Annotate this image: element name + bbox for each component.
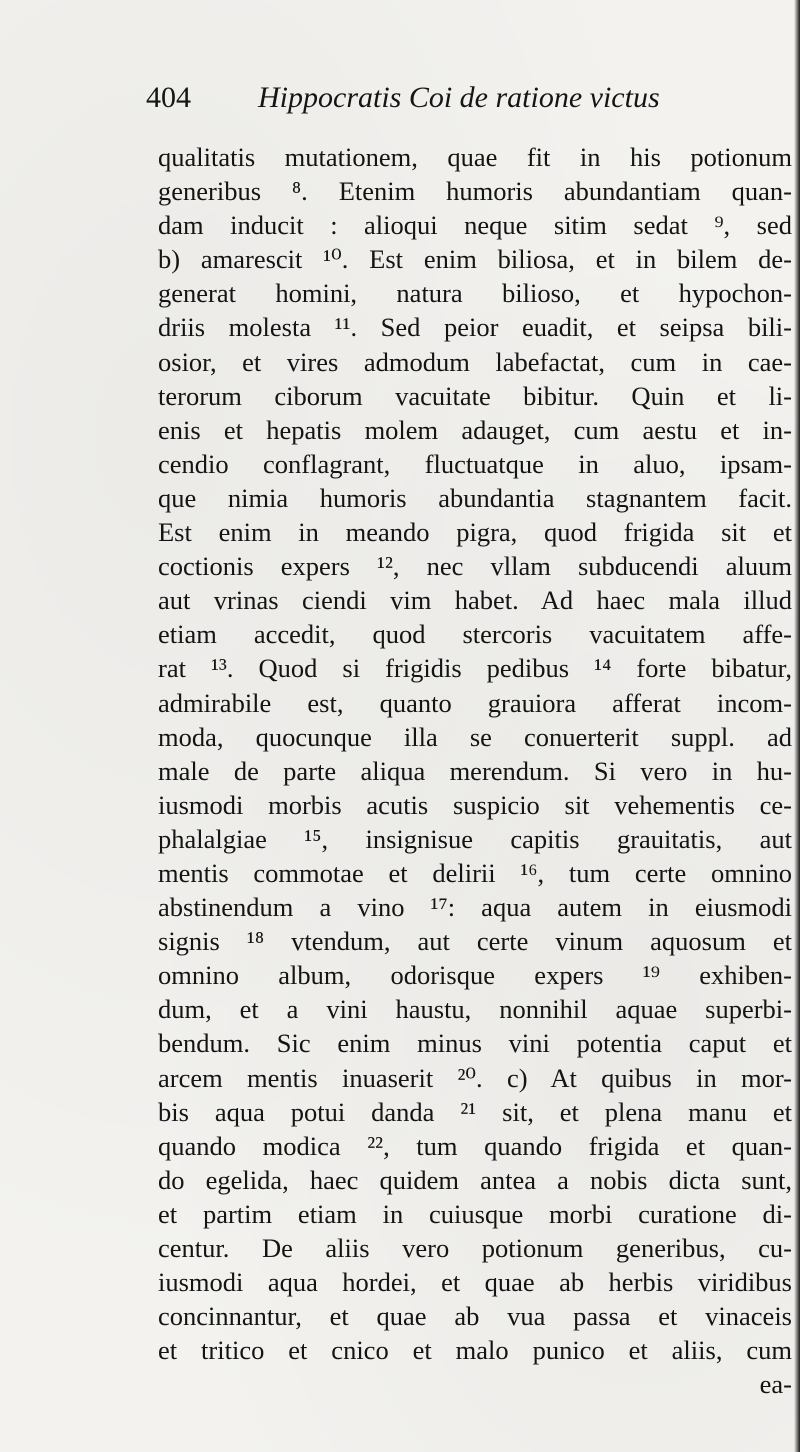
text-line: arcem mentis inuaserit ²⁰. c) At quibus in mor- (158, 1062, 792, 1093)
text-line: do egelida, haec quidem antea a nobis dicta sunt, (158, 1164, 792, 1195)
text-line: concinnantur, et quae ab vua passa et vinaceis (158, 1301, 792, 1332)
text-line: dam inducit : alioqui neque sitim sedat ⁹, sed (158, 210, 792, 241)
text-line: et tritico et cnico et malo punico et aliis, cum (158, 1335, 792, 1366)
text-line: moda, quocunque illa se conuerterit suppl. ad (158, 721, 792, 752)
page-number: 404 (146, 81, 191, 114)
page-edge-shadow (794, 0, 800, 1452)
text-line: rat ¹³. Quod si frigidis pedibus ¹⁴ forte bibatur, (158, 653, 792, 684)
text-line: centur. De aliis vero potionum generibus, cu- (158, 1233, 792, 1263)
text-line: enis et hepatis molem adauget, cum aestu et in- (158, 414, 792, 445)
text-line: et partim etiam in cuiusque morbi curatione di- (158, 1198, 792, 1229)
text-line: iusmodi aqua hordei, et quae ab herbis viridibus (158, 1267, 792, 1298)
running-title: Hippocratis Coi de ratione victus (258, 81, 660, 114)
text-line: omnino album, odorisque expers ¹⁹ exhiben- (158, 960, 792, 991)
text-line: ea- (759, 1369, 792, 1400)
text-line: osior, et vires admodum labefactat, cum in cae- (158, 346, 792, 377)
text-line: driis molesta ¹¹. Sed peior euadit, et seipsa bili- (158, 312, 792, 343)
text-line: Est enim in meando pigra, quod frigida sit et (158, 517, 792, 548)
text-line: terorum ciborum vacuitate bibitur. Quin et li- (158, 380, 792, 411)
text-line: b) amarescit ¹⁰. Est enim biliosa, et in bilem de- (158, 244, 792, 275)
body-text (158, 140, 792, 1401)
text-line: phalalgiae ¹⁵, insignisue capitis grauitatis, aut (158, 823, 792, 854)
text-line: generibus ⁸. Etenim humoris abundantiam quan- (158, 176, 792, 207)
text-line: aut vrinas ciendi vim habet. Ad haec mala illud (158, 585, 792, 616)
text-line: etiam accedit, quod stercoris vacuitatem affe- (158, 619, 792, 650)
text-line: male de parte aliqua merendum. Si vero in hu- (158, 755, 792, 786)
page-header (146, 76, 766, 120)
text-line: signis ¹⁸ vtendum, aut certe vinum aquosum et (158, 926, 792, 957)
text-line: bendum. Sic enim minus vini potentia caput et (158, 1028, 792, 1059)
text-line: coctionis expers ¹², nec vllam subducendi aluum (158, 551, 792, 582)
text-line: iusmodi morbis acutis suspicio sit vehementis ce- (158, 789, 792, 820)
text-line: abstinendum a vino ¹⁷: aqua autem in eiusmodi (158, 892, 792, 923)
text-line: mentis commotae et delirii ¹⁶, tum certe omnino (158, 857, 792, 888)
text-line: cendio conflagrant, fluctuatque in aluo, ipsam- (158, 448, 792, 479)
text-line: bis aqua potui danda ²¹ sit, et plena manu et (158, 1096, 792, 1127)
text-line: dum, et a vini haustu, nonnihil aquae superbi- (158, 994, 792, 1025)
text-line: qualitatis mutationem, quae fit in his potionum (158, 142, 792, 172)
text-line: admirabile est, quanto grauiora afferat incom- (158, 687, 792, 718)
text-line: generat homini, natura bilioso, et hypochon- (158, 278, 792, 309)
text-line: que nimia humoris abundantia stagnantem facit. (158, 482, 792, 513)
text-line: quando modica ²², tum quando frigida et quan- (158, 1130, 792, 1161)
